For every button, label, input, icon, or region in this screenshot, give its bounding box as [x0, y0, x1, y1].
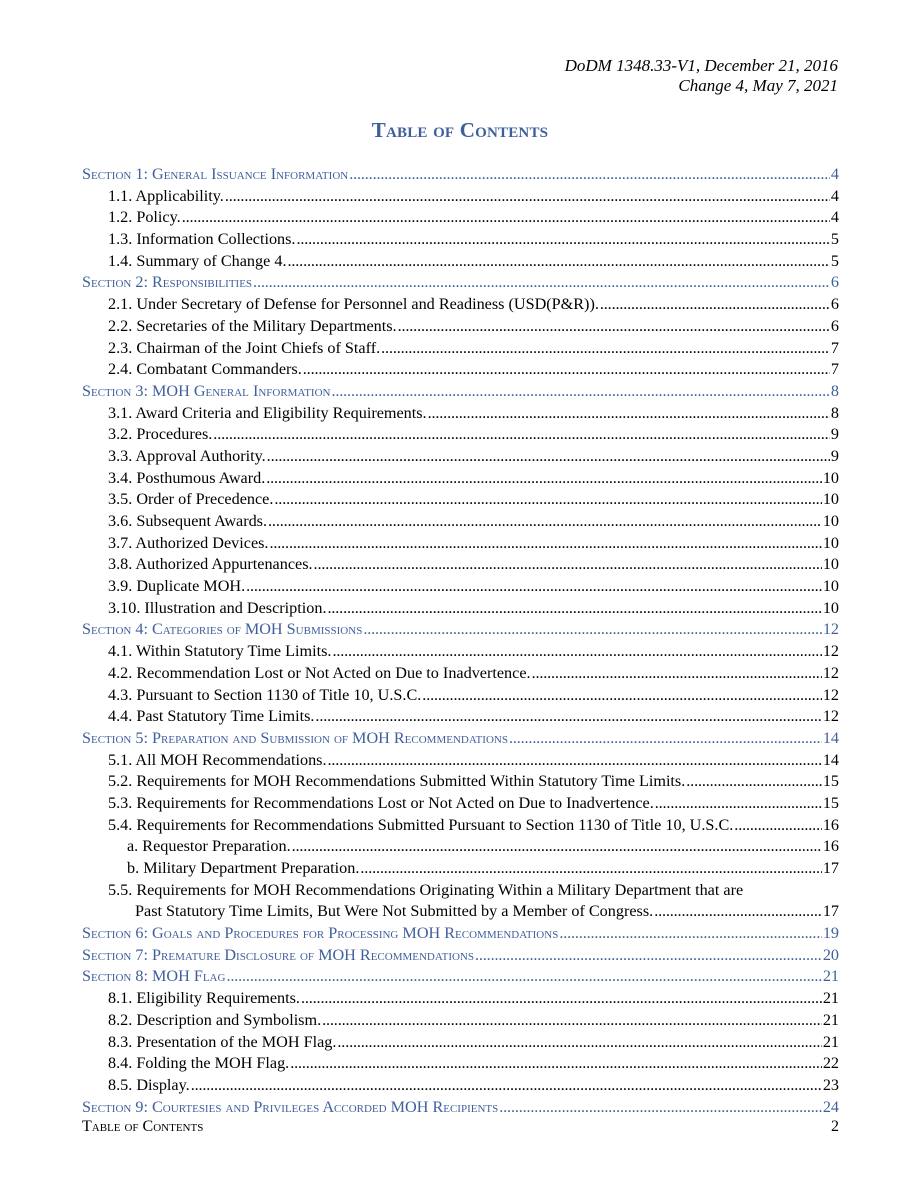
toc-section-entry[interactable]	[82, 966, 839, 988]
toc-page-number: 6	[830, 295, 839, 314]
toc-section-entry[interactable]	[82, 272, 839, 294]
toc-entry-title: 1.3. Information Collections.	[108, 230, 296, 249]
toc-entry[interactable]	[82, 424, 839, 446]
toc-dot-leader	[398, 316, 830, 338]
toc-entry[interactable]	[82, 576, 839, 598]
toc-entry[interactable]	[82, 641, 839, 663]
toc-entry-title: 5.2. Requirements for MOH Recommendations Submitted Within Statutory Time Limits.	[108, 772, 686, 791]
toc-page-number: 16	[822, 815, 839, 834]
toc-page-number: 12	[822, 663, 839, 682]
toc-entry[interactable]	[82, 858, 839, 880]
toc-page-number: 12	[822, 685, 839, 704]
toc-entry-title: 5.4. Requirements for Recommendations Submitted Pursuant to Section 1130 of Title 10, U.S.C.	[108, 815, 734, 834]
toc-dot-leader	[332, 641, 821, 663]
toc-page-number: 10	[822, 555, 839, 574]
header-document-id: DoDM 1348.33-V1, December 21, 2016	[564, 56, 838, 75]
toc-dot-leader	[314, 554, 822, 576]
toc-dot-leader	[532, 663, 822, 685]
toc-entry-title: 3.7. Authorized Devices.	[108, 533, 269, 552]
toc-dot-leader	[246, 576, 822, 598]
toc-page-number: 21	[822, 1010, 839, 1029]
toc-page-number: 14	[822, 728, 839, 747]
toc-entry-title: 3.4. Posthumous Award.	[108, 468, 266, 487]
toc-entry-title: Section 9: Courtesies and Privileges Accorded MOH Recipients	[82, 1097, 499, 1116]
toc-page-number: 17	[822, 859, 839, 877]
toc-entry[interactable]	[82, 359, 839, 381]
toc-dot-leader	[213, 424, 830, 446]
toc-entry-title: 1.2. Policy.	[108, 208, 181, 227]
toc-dot-leader	[686, 771, 822, 793]
toc-entry[interactable]	[82, 750, 839, 772]
toc-entry-title: 2.2. Secretaries of the Military Departments.	[108, 316, 397, 335]
toc-entry-title: Section 1: General Issuance Information	[82, 165, 349, 183]
toc-page-number: 22	[822, 1054, 839, 1073]
toc-dot-leader	[331, 381, 829, 403]
toc-page-number: 14	[822, 750, 839, 769]
toc-page-number: 7	[830, 360, 839, 379]
toc-entry[interactable]	[82, 207, 839, 229]
toc-page-number: 15	[822, 793, 839, 812]
toc-section-entry[interactable]	[82, 381, 839, 403]
toc-section-entry[interactable]	[82, 164, 839, 186]
toc-entry-title: 3.2. Procedures.	[108, 425, 213, 444]
toc-entry-title: Section 3: MOH General Information	[82, 381, 331, 400]
toc-entry-title: 3.9. Duplicate MOH.	[108, 577, 246, 596]
toc-entry-title: 4.3. Pursuant to Section 1130 of Title 10, U.S.C.	[108, 685, 422, 704]
toc-page-number: 4	[830, 165, 839, 183]
toc-section-entry[interactable]	[82, 945, 839, 967]
toc-entry[interactable]	[82, 316, 839, 338]
toc-section-entry[interactable]	[82, 619, 839, 641]
toc-dot-leader	[328, 598, 822, 620]
toc-dot-leader	[288, 251, 830, 273]
toc-dot-leader	[290, 1053, 822, 1075]
toc-entry-title: a. Requestor Preparation.	[127, 837, 291, 856]
toc-dot-leader	[253, 272, 830, 294]
toc-dot-leader	[509, 728, 822, 750]
toc-dot-leader	[267, 446, 830, 468]
toc-dot-leader	[600, 294, 830, 316]
toc-dot-leader	[322, 1010, 822, 1032]
toc-entry[interactable]	[82, 251, 839, 273]
toc-dot-leader	[655, 793, 822, 815]
toc-entry-title: 8.1. Eligibility Requirements.	[108, 989, 300, 1008]
toc-dot-leader	[428, 403, 830, 425]
toc-page-number: 21	[822, 1032, 839, 1051]
toc-dot-leader	[360, 858, 821, 880]
toc-dot-leader	[381, 338, 830, 360]
toc-page-number: 9	[830, 446, 839, 465]
toc-entry[interactable]	[82, 988, 839, 1010]
toc-page-number: 12	[822, 620, 839, 639]
toc-dot-leader	[182, 207, 830, 229]
toc-dot-leader	[499, 1097, 822, 1119]
toc-entry[interactable]	[82, 793, 839, 815]
toc-entry[interactable]	[82, 533, 839, 555]
toc-page-number: 15	[822, 772, 839, 791]
toc-entry-title: 1.1. Applicability.	[108, 186, 224, 205]
toc-dot-leader	[268, 511, 822, 533]
toc-entry-title: 3.1. Award Criteria and Eligibility Requirements.	[108, 403, 427, 422]
toc-page-number: 23	[822, 1075, 839, 1094]
toc-dot-leader	[475, 945, 822, 967]
toc-page-number: 21	[822, 967, 839, 986]
toc-page-number: 8	[830, 381, 839, 400]
toc-entry-title: 4.1. Within Statutory Time Limits.	[108, 642, 332, 661]
toc-entry[interactable]	[82, 294, 839, 316]
toc-dot-leader	[328, 750, 822, 772]
toc-entry-title: 3.8. Authorized Appurtenances.	[108, 555, 313, 574]
toc-page-number: 8	[830, 403, 839, 422]
toc-page-number: 10	[822, 577, 839, 596]
toc-page-number: 21	[822, 989, 839, 1008]
toc-page-number: 10	[822, 512, 839, 530]
toc-dot-leader	[337, 1032, 821, 1054]
page-footer	[82, 1118, 839, 1136]
toc-entry[interactable]	[82, 1010, 839, 1032]
footer-section-label: Table of Contents	[82, 1118, 204, 1135]
toc-entry-title: 5.3. Requirements for Recommendations Lost or Not Acted on Due to Inadvertence.	[108, 793, 654, 812]
toc-entry-title: 4.2. Recommendation Lost or Not Acted on Due to Inadvertence.	[108, 663, 531, 682]
toc-entry-title: 1.4. Summary of Change 4.	[108, 251, 287, 270]
toc-page-number: 5	[830, 251, 839, 270]
toc-page-number: 4	[830, 186, 839, 205]
toc-entry-title: 5.1. All MOH Recommendations.	[108, 750, 327, 769]
toc-dot-leader	[191, 1075, 822, 1097]
toc-entry[interactable]	[82, 229, 839, 251]
toc-entry[interactable]	[82, 554, 839, 576]
toc-entry[interactable]	[82, 403, 839, 425]
toc-entry-title: Section 4: Categories of MOH Submissions	[82, 620, 363, 639]
toc-page-number: 5	[830, 230, 839, 249]
toc-entry-title: 2.4. Combatant Commanders.	[108, 360, 302, 379]
toc-page-number: 10	[822, 598, 839, 617]
toc-entry-title: Section 2: Responsibilities	[82, 273, 253, 292]
toc-entry[interactable]	[82, 901, 839, 923]
page-title: Table of Contents	[371, 118, 549, 142]
toc-entry[interactable]	[82, 489, 839, 511]
toc-page-number: 16	[822, 837, 839, 856]
toc-page-number: 20	[822, 945, 839, 964]
toc-entry-title: 3.10. Illustration and Description.	[108, 598, 327, 617]
footer-page-number: 2	[831, 1118, 839, 1135]
toc-entry[interactable]	[82, 663, 839, 685]
toc-page-number: 6	[830, 273, 839, 292]
toc-entry-title: 2.3. Chairman of the Joint Chiefs of Staff.	[108, 338, 381, 357]
toc-entry[interactable]	[82, 771, 839, 793]
toc-entry-title: 5.5. Requirements for MOH Recommendations Originating Within a Military Department that are	[108, 880, 744, 899]
toc-entry-title: Section 6: Goals and Procedures for Processing MOH Recommendations	[82, 924, 559, 943]
toc-entry[interactable]	[82, 338, 839, 360]
header-change-date: Change 4, May 7, 2021	[678, 76, 838, 95]
toc-entry-title: 8.2. Description and Symbolism.	[108, 1010, 322, 1029]
toc-entry-title: Section 8: MOH Flag	[82, 967, 226, 986]
toc-dot-leader	[225, 186, 830, 208]
toc-dot-leader	[363, 619, 822, 641]
toc-entry-title: 4.4. Past Statutory Time Limits.	[108, 707, 315, 726]
toc-section-entry[interactable]	[82, 1097, 839, 1119]
toc-entry-title: 3.5. Order of Precedence.	[108, 490, 274, 509]
toc-entry[interactable]	[82, 598, 839, 620]
toc-entry[interactable]	[82, 836, 839, 858]
toc-page-number: 10	[822, 533, 839, 552]
toc-dot-leader	[422, 685, 822, 707]
toc-page-number: 10	[822, 490, 839, 509]
toc-entry-title: Past Statutory Time Limits, But Were Not Submitted by a Member of Congress.	[135, 902, 654, 921]
toc-entry[interactable]	[82, 468, 839, 490]
toc-entry-title: 2.1. Under Secretary of Defense for Personnel and Readiness (USD(P&R)).	[108, 295, 599, 314]
toc-dot-leader	[349, 164, 830, 186]
toc-dot-leader	[226, 966, 821, 988]
toc-entry-title: 3.6. Subsequent Awards.	[108, 512, 268, 530]
toc-entry[interactable]	[82, 1075, 839, 1097]
toc-dot-leader	[274, 489, 821, 511]
table-of-contents	[82, 164, 839, 1118]
toc-entry-title: 8.4. Folding the MOH Flag.	[108, 1054, 290, 1073]
toc-entry[interactable]	[82, 815, 839, 837]
toc-dot-leader	[303, 359, 830, 381]
toc-entry[interactable]	[82, 511, 839, 533]
toc-dot-leader	[654, 901, 822, 923]
toc-section-entry[interactable]	[82, 728, 839, 750]
toc-entry-title: Section 7: Premature Disclosure of MOH Recommendations	[82, 945, 474, 964]
toc-page-number: 17	[822, 902, 839, 921]
toc-entry[interactable]	[82, 1032, 839, 1054]
toc-page-number: 24	[822, 1097, 839, 1116]
toc-page-number: 9	[830, 425, 839, 444]
toc-dot-leader	[296, 229, 829, 251]
toc-entry[interactable]	[82, 186, 839, 208]
toc-dot-leader	[301, 988, 822, 1010]
toc-entry[interactable]	[82, 880, 839, 902]
toc-entry-title: b. Military Department Preparation.	[127, 859, 360, 877]
toc-page-number: 4	[830, 208, 839, 227]
toc-entry[interactable]	[82, 685, 839, 707]
toc-page-number: 7	[830, 338, 839, 357]
toc-dot-leader	[315, 706, 821, 728]
toc-dot-leader	[559, 923, 821, 945]
toc-dot-leader	[292, 836, 822, 858]
toc-dot-leader	[266, 468, 822, 490]
toc-dot-leader	[734, 815, 822, 837]
toc-entry-title: Section 5: Preparation and Submission of MOH Recommendations	[82, 728, 508, 747]
toc-entry-title: 3.3. Approval Authority.	[108, 446, 266, 465]
toc-page-number: 12	[822, 642, 839, 661]
toc-page-number: 6	[830, 316, 839, 335]
toc-entry-title: 8.5. Display.	[108, 1075, 190, 1094]
toc-page-number: 19	[822, 924, 839, 943]
toc-entry[interactable]	[82, 446, 839, 468]
toc-dot-leader	[269, 533, 821, 555]
toc-page-number: 10	[822, 468, 839, 487]
toc-entry-title: 8.3. Presentation of the MOH Flag.	[108, 1032, 337, 1051]
toc-entry[interactable]	[82, 706, 839, 728]
toc-page-number: 12	[822, 707, 839, 726]
toc-entry[interactable]	[82, 1053, 839, 1075]
toc-section-entry[interactable]	[82, 923, 839, 945]
